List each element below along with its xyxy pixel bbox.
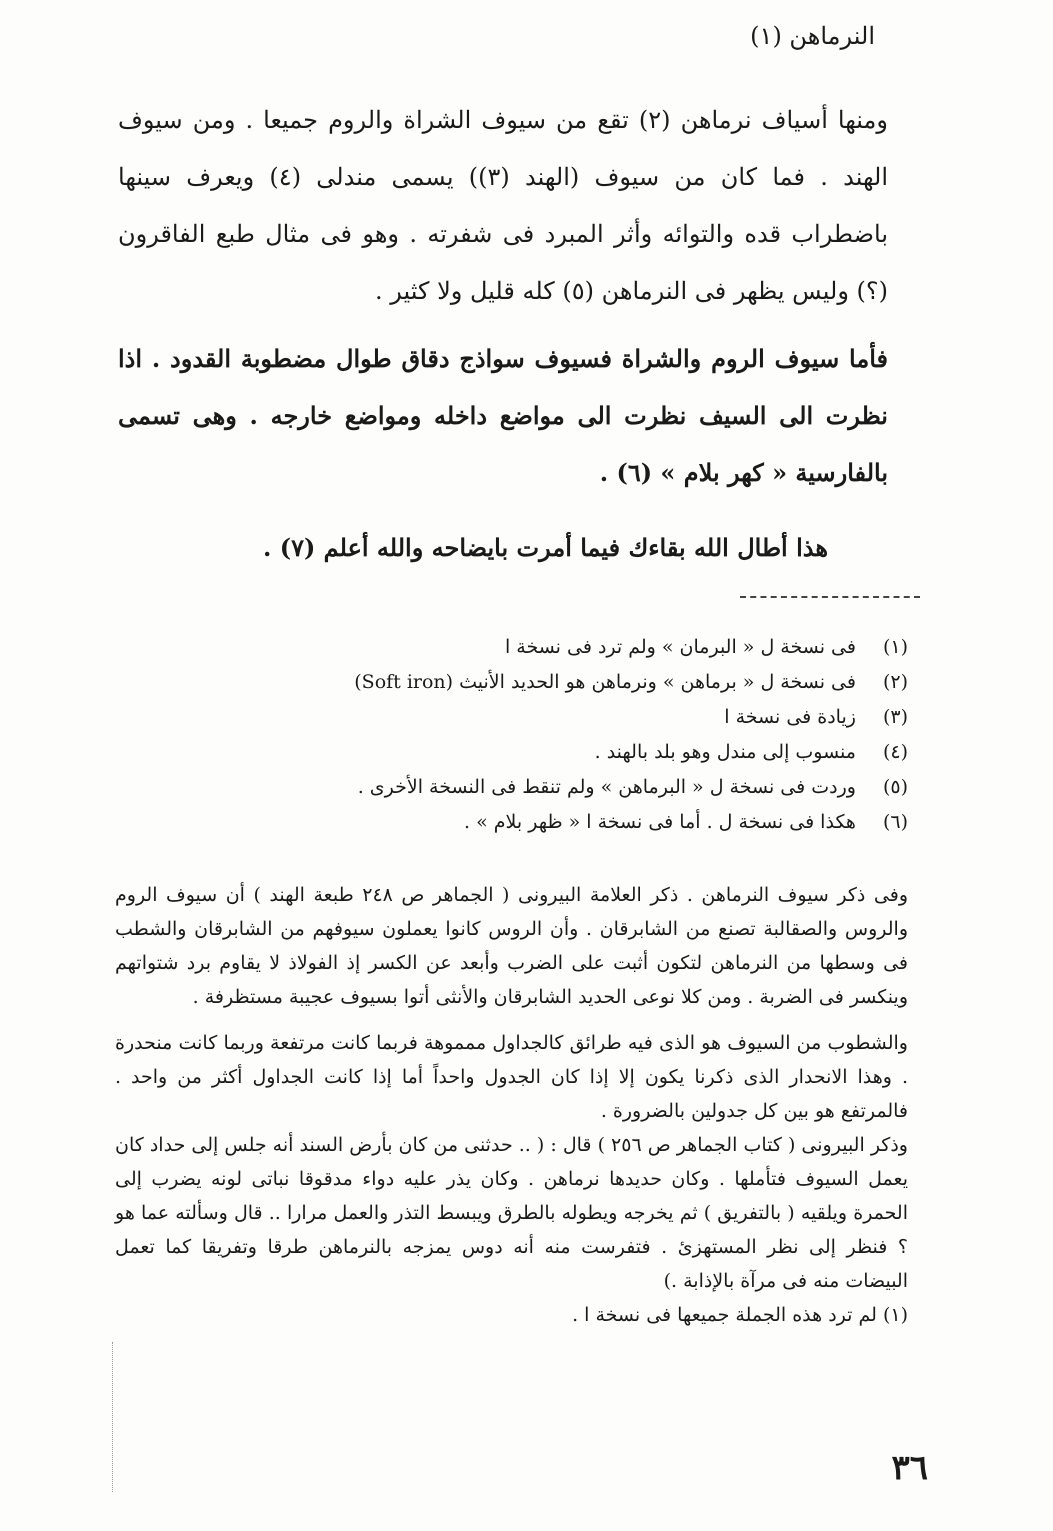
footnote-number: (٤) xyxy=(882,741,908,763)
page-number: ٣٦ xyxy=(891,1448,928,1488)
footnote-divider xyxy=(740,596,920,598)
footnote-number: (٢) xyxy=(882,671,908,693)
footnote-1 xyxy=(240,630,908,665)
footnote-number: (٦) xyxy=(882,811,908,833)
footnote-text: فى نسخة ل « البرمان » ولم ترد فى نسخة ا xyxy=(504,636,856,658)
commentary-paragraph-1: وفى ذكر سيوف النرماهن . ذكر العلامة البيرونى ( الجماهر ص ٢٤٨ طبعة الهند ) أن سيوف الروم والروس والصقالبة تصنع من الشابرقان . وأن الروس كانوا يعملون سيوفهم من الشابرقان والشطب فى وسطها من النرماهن لتكون أثبت على الضرب وأبعد عن الكسر إذ الفولاذ لا يقاوم برد شتواتهم وينكسر فى الضربة . ومن كلا نوعى الحديد الشابرقان والأنثى أتوا بسيوف عجيبة مستظرفة . xyxy=(115,884,908,1008)
footnote-number: (٥) xyxy=(882,776,908,798)
footnote-2 xyxy=(240,665,908,700)
section-heading: النرماهن (١) xyxy=(750,22,875,50)
paragraph-2: فأما سيوف الروم والشراة فسيوف سواذج دقاق طوال مضطوبة القدود . اذا نظرت الى السيف نظرت الى مواضع داخله ومواضع خارجه . وهى تسمى بالفارسية « كهر بلام » (٦) . xyxy=(118,344,888,487)
footnote-text: منسوب إلى مندل وهو بلد بالهند . xyxy=(594,741,856,763)
footnote-5 xyxy=(240,770,908,805)
margin-mark xyxy=(112,1342,116,1492)
footnote-text: زيادة فى نسخة ا xyxy=(724,706,856,728)
footnote-number: (٣) xyxy=(882,706,908,728)
commentary-paragraph-2: والشطوب من السيوف هو الذى فيه طرائق كالجداول ممموهة فربما كانت مرتفعة وربما كانت منحدرة . وهذا الانحدار الذى ذكرنا يكون إلا إذا كان الجدول واحداً أما إذا كانت الجداول أكثر من واحد . فالمرتفع هو بين كل جدولين بالضرورة . xyxy=(115,1032,908,1122)
footnotes xyxy=(240,630,908,840)
footnote-6 xyxy=(240,805,908,840)
footnote-text: وردت فى نسخة ل « البرماهن » ولم تنقط فى النسخة الأخرى . xyxy=(357,776,856,798)
paragraph-1: ومنها أسياف نرماهن (٢) تقع من سيوف الشراة والروم جميعا . ومن سيوف الهند . فما كان من سيوف (الهند (٣)) يسمى مندلى (٤) ويعرف سينها باضطراب قده والتوائه وأثر المبرد فى شفرته . وهو فى مثال طبع الفاقرون (؟) وليس يظهر فى النرماهن (٥) كله قليل ولا كثير . xyxy=(118,106,888,305)
commentary xyxy=(115,878,908,1332)
main-text xyxy=(118,92,888,576)
commentary-footnote: (١) لم ترد هذه الجملة جميعها فى نسخة ا . xyxy=(572,1304,908,1326)
footnote-text: فى نسخة ل « برماهن » ونرماهن هو الحديد الأنيث (Soft iron) xyxy=(354,671,856,693)
commentary-paragraph-3: وذكر البيرونى ( كتاب الجماهر ص ٢٥٦ ) قال : ( .. حدثنى من كان بأرض السند أنه جلس إلى حداد كان يعمل السيوف فتأملها . وكان حديدها نرماهن . وكان يذر عليه دواء مدقوقا نباتى لونه يضرب إلى الحمرة ويلقيه ( بالتفريق ) ثم يخرجه ويطوله بالطرق ويبسط التذر والعمل مرارا .. قال وسألته عما هو ؟ فنظر إلى نظر المستهزئ . فتفرست منه أنه دوس يمزجه بالنرماهن طرقا وتفريقا كما تعمل البيضات منه فى مرآة بالإذابة .) xyxy=(115,1134,908,1292)
footnote-4 xyxy=(240,735,908,770)
footnote-text: هكذا فى نسخة ل . أما فى نسخة ا « ظهر بلام » . xyxy=(464,811,856,833)
footnote-number: (١) xyxy=(882,636,908,658)
footnote-3 xyxy=(240,700,908,735)
paragraph-3: هذا أطال الله بقاءك فيما أمرت بايضاحه والله أعلم (٧) . xyxy=(262,533,828,562)
